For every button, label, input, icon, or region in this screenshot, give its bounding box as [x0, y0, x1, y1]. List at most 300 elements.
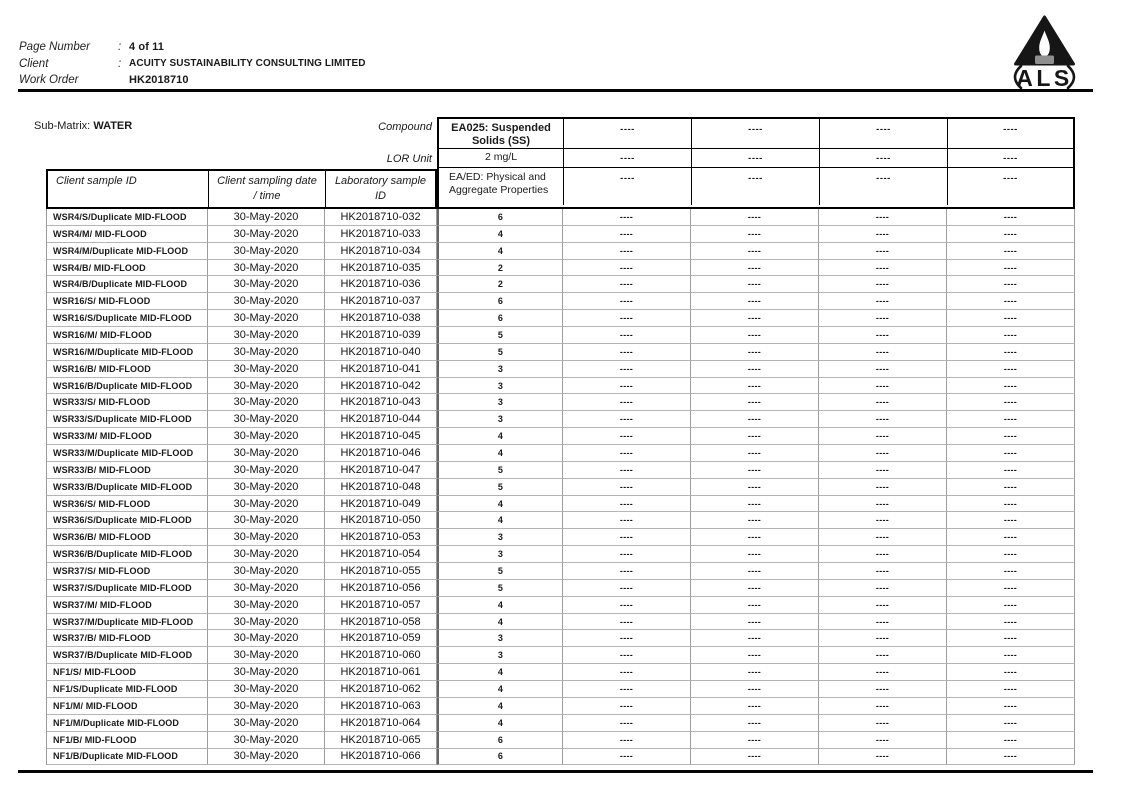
table-row: [46, 664, 1075, 681]
sampling-date-cell: 30-May-2020: [208, 512, 325, 529]
result-cell: ----: [563, 276, 691, 293]
result-cell: 4: [437, 512, 563, 529]
result-cell: 4: [437, 597, 563, 614]
sub-matrix-label: Sub-Matrix:: [34, 120, 91, 132]
table-row: [46, 428, 1075, 445]
result-cell: ----: [563, 344, 691, 361]
client-sample-id-cell: WSR16/S/ MID-FLOOD: [46, 293, 208, 310]
result-cell: 3: [437, 378, 563, 395]
sampling-date-cell: 30-May-2020: [208, 209, 325, 226]
result-cell: ----: [947, 260, 1075, 277]
table-row: [46, 293, 1075, 310]
result-cell: 6: [437, 209, 563, 226]
result-cell: ----: [947, 580, 1075, 597]
result-cell: ----: [563, 209, 691, 226]
client-sample-id-cell: WSR16/M/Duplicate MID-FLOOD: [46, 344, 208, 361]
lab-sample-id-cell: HK2018710-047: [325, 462, 437, 479]
table-row: [46, 597, 1075, 614]
sampling-date-cell: 30-May-2020: [208, 361, 325, 378]
result-cell: ----: [691, 496, 819, 513]
result-cell: ----: [819, 445, 947, 462]
compound-header: [437, 117, 1075, 207]
result-cell: ----: [947, 411, 1075, 428]
result-cell: ----: [563, 462, 691, 479]
sampling-date-cell: 30-May-2020: [208, 546, 325, 563]
result-cell: ----: [947, 698, 1075, 715]
result-cell: ----: [819, 732, 947, 749]
result-cell: ----: [947, 462, 1075, 479]
result-cell: ----: [819, 630, 947, 647]
result-cell: ----: [563, 496, 691, 513]
table-row: [46, 732, 1075, 749]
result-cell: ----: [691, 293, 819, 310]
result-cell: 6: [437, 310, 563, 327]
client-sample-id-cell: WSR36/S/Duplicate MID-FLOOD: [46, 512, 208, 529]
result-cell: ----: [947, 226, 1075, 243]
sampling-date-cell: 30-May-2020: [208, 563, 325, 580]
column-headers: [46, 169, 437, 207]
result-cell: ----: [691, 344, 819, 361]
sampling-date-cell: 30-May-2020: [208, 496, 325, 513]
result-cell: ----: [947, 647, 1075, 664]
result-cell: ----: [563, 361, 691, 378]
table-row: [46, 647, 1075, 664]
client-sample-id-cell: WSR33/S/ MID-FLOOD: [46, 394, 208, 411]
result-cell: ----: [947, 293, 1075, 310]
client-sample-id-cell: WSR36/S/ MID-FLOOD: [46, 496, 208, 513]
result-cell: ----: [819, 327, 947, 344]
result-cell: ----: [819, 664, 947, 681]
result-cell: 4: [437, 243, 563, 260]
column-header-line: Client sample ID: [56, 175, 137, 187]
lab-sample-id-cell: HK2018710-053: [325, 529, 437, 546]
lab-sample-id-cell: HK2018710-058: [325, 614, 437, 631]
table-row: [46, 327, 1075, 344]
sampling-date-cell: 30-May-2020: [208, 344, 325, 361]
table-row: [46, 580, 1075, 597]
result-cell: ----: [947, 681, 1075, 698]
result-cell: ----: [819, 361, 947, 378]
result-cell: ----: [563, 715, 691, 732]
result-cell: ----: [819, 614, 947, 631]
result-cell: 6: [437, 732, 563, 749]
sampling-date-cell: 30-May-2020: [208, 732, 325, 749]
result-cell: ----: [563, 563, 691, 580]
result-cell: 3: [437, 411, 563, 428]
table-row: [46, 698, 1075, 715]
result-cell: ----: [563, 698, 691, 715]
client-sample-id-cell: WSR16/B/ MID-FLOOD: [46, 361, 208, 378]
table-row: [46, 512, 1075, 529]
table-row: [46, 546, 1075, 563]
work-order-row: [19, 72, 366, 89]
client-sample-id-cell: WSR37/M/ MID-FLOOD: [46, 597, 208, 614]
result-cell: ----: [819, 597, 947, 614]
result-cell: ----: [947, 378, 1075, 395]
result-cell: 2: [437, 276, 563, 293]
lab-sample-id-cell: HK2018710-056: [325, 580, 437, 597]
result-cell: ----: [691, 226, 819, 243]
result-cell: 2: [437, 260, 563, 277]
result-cell: 4: [437, 698, 563, 715]
header-divider-rule: [18, 89, 1093, 92]
result-cell: ----: [819, 580, 947, 597]
result-cell: ----: [563, 647, 691, 664]
compound-method-cell: ----: [563, 168, 691, 205]
result-cell: ----: [691, 563, 819, 580]
result-cell: ----: [691, 243, 819, 260]
result-cell: ----: [819, 209, 947, 226]
lab-sample-id-cell: HK2018710-046: [325, 445, 437, 462]
result-cell: ----: [691, 749, 819, 766]
sampling-date-cell: 30-May-2020: [208, 428, 325, 445]
result-cell: ----: [819, 293, 947, 310]
result-cell: ----: [691, 327, 819, 344]
result-cell: ----: [947, 394, 1075, 411]
result-cell: ----: [563, 664, 691, 681]
sampling-date-cell: 30-May-2020: [208, 226, 325, 243]
result-cell: ----: [947, 732, 1075, 749]
result-cell: ----: [563, 445, 691, 462]
result-cell: ----: [691, 462, 819, 479]
table-row: [46, 749, 1075, 766]
result-cell: 3: [437, 361, 563, 378]
result-cell: ----: [819, 344, 947, 361]
result-cell: ----: [563, 529, 691, 546]
result-cell: ----: [819, 428, 947, 445]
result-cell: 4: [437, 614, 563, 631]
sampling-date-cell: 30-May-2020: [208, 293, 325, 310]
compound-method-cell: ----: [947, 168, 1073, 205]
lab-sample-id-cell: HK2018710-032: [325, 209, 437, 226]
column-header-client-sample-id: [48, 171, 208, 207]
result-cell: ----: [563, 378, 691, 395]
result-cell: ----: [563, 580, 691, 597]
result-cell: ----: [947, 512, 1075, 529]
footer-rule: [18, 770, 1093, 773]
result-cell: ----: [947, 664, 1075, 681]
compound-method-cell: ----: [691, 168, 819, 205]
result-cell: ----: [691, 630, 819, 647]
client-sample-id-cell: WSR4/S/Duplicate MID-FLOOD: [46, 209, 208, 226]
field-colon: :: [118, 57, 122, 70]
table-row: [46, 411, 1075, 428]
result-cell: ----: [947, 243, 1075, 260]
result-cell: ----: [947, 361, 1075, 378]
result-cell: ----: [691, 664, 819, 681]
result-cell: ----: [563, 597, 691, 614]
result-cell: ----: [691, 681, 819, 698]
work-order-label: Work Order: [19, 74, 79, 87]
als-logo-text: ALS: [1016, 65, 1073, 89]
table-row: [46, 310, 1075, 327]
lab-sample-id-cell: HK2018710-057: [325, 597, 437, 614]
sampling-date-cell: 30-May-2020: [208, 276, 325, 293]
client-sample-id-cell: WSR37/M/Duplicate MID-FLOOD: [46, 614, 208, 631]
result-cell: ----: [563, 411, 691, 428]
compound-lor-cell: ----: [947, 149, 1073, 167]
lab-sample-id-cell: HK2018710-066: [325, 749, 437, 766]
result-cell: ----: [563, 327, 691, 344]
lab-sample-id-cell: HK2018710-062: [325, 681, 437, 698]
lab-sample-id-cell: HK2018710-036: [325, 276, 437, 293]
result-cell: ----: [819, 243, 947, 260]
result-cell: ----: [691, 310, 819, 327]
result-cell: ----: [947, 479, 1075, 496]
lab-sample-id-cell: HK2018710-035: [325, 260, 437, 277]
result-cell: ----: [691, 546, 819, 563]
result-cell: 5: [437, 462, 563, 479]
result-cell: ----: [691, 260, 819, 277]
result-cell: ----: [691, 614, 819, 631]
result-cell: 4: [437, 226, 563, 243]
result-cell: ----: [947, 344, 1075, 361]
compound-name-row: [439, 119, 1073, 148]
column-header-sampling-date: [208, 171, 325, 207]
client-sample-id-cell: WSR4/B/ MID-FLOOD: [46, 260, 208, 277]
result-cell: ----: [947, 614, 1075, 631]
table-row: [46, 681, 1075, 698]
client-sample-id-cell: NF1/M/ MID-FLOOD: [46, 698, 208, 715]
result-cell: ----: [819, 411, 947, 428]
compound-name-cell: EA025: Suspended Solids (SS): [451, 122, 551, 147]
field-colon: :: [118, 41, 122, 54]
result-cell: ----: [691, 512, 819, 529]
client-sample-id-cell: WSR4/M/ MID-FLOOD: [46, 226, 208, 243]
compound-lor-cell: ----: [691, 149, 819, 167]
result-cell: ----: [819, 276, 947, 293]
lab-sample-id-cell: HK2018710-039: [325, 327, 437, 344]
client-label: Client: [19, 57, 49, 70]
result-cell: ----: [819, 512, 947, 529]
sampling-date-cell: 30-May-2020: [208, 462, 325, 479]
result-cell: 4: [437, 445, 563, 462]
table-row: [46, 344, 1075, 361]
result-cell: 5: [437, 580, 563, 597]
table-row: [46, 563, 1075, 580]
sampling-date-cell: 30-May-2020: [208, 243, 325, 260]
lab-sample-id-cell: HK2018710-033: [325, 226, 437, 243]
compound-name-cell: ----: [819, 119, 947, 148]
result-cell: 4: [437, 681, 563, 698]
result-cell: ----: [819, 681, 947, 698]
work-order-value: HK2018710: [129, 74, 189, 87]
lab-sample-id-cell: HK2018710-042: [325, 378, 437, 395]
result-cell: ----: [691, 647, 819, 664]
sampling-date-cell: 30-May-2020: [208, 614, 325, 631]
result-cell: ----: [563, 512, 691, 529]
sampling-date-cell: 30-May-2020: [208, 698, 325, 715]
table-row: [46, 614, 1075, 631]
result-cell: 3: [437, 647, 563, 664]
result-cell: ----: [947, 529, 1075, 546]
client-sample-id-cell: NF1/S/ MID-FLOOD: [46, 664, 208, 681]
result-cell: ----: [563, 614, 691, 631]
result-cell: ----: [563, 681, 691, 698]
sampling-date-cell: 30-May-2020: [208, 529, 325, 546]
table-row: [46, 479, 1075, 496]
client-sample-id-cell: WSR33/B/ MID-FLOOD: [46, 462, 208, 479]
lab-sample-id-cell: HK2018710-045: [325, 428, 437, 445]
compound-lor-row: [439, 148, 1073, 167]
result-cell: ----: [947, 715, 1075, 732]
sampling-date-cell: 30-May-2020: [208, 749, 325, 766]
result-cell: ----: [947, 597, 1075, 614]
lab-sample-id-cell: HK2018710-050: [325, 512, 437, 529]
lab-sample-id-cell: HK2018710-065: [325, 732, 437, 749]
result-cell: ----: [819, 310, 947, 327]
result-cell: ----: [691, 394, 819, 411]
result-cell: ----: [819, 378, 947, 395]
result-cell: ----: [819, 529, 947, 546]
compound-lor-cell: 2 mg/L: [484, 151, 518, 163]
compound-name-cell: ----: [947, 119, 1073, 148]
client-sample-id-cell: WSR37/S/ MID-FLOOD: [46, 563, 208, 580]
lab-sample-id-cell: HK2018710-049: [325, 496, 437, 513]
result-cell: ----: [563, 732, 691, 749]
document-header: [19, 39, 366, 89]
result-cell: ----: [563, 243, 691, 260]
result-cell: ----: [819, 546, 947, 563]
lor-unit-caption: LOR Unit: [386, 153, 432, 165]
sampling-date-cell: 30-May-2020: [208, 260, 325, 277]
table-row: [46, 630, 1075, 647]
page-number-label: Page Number: [19, 41, 90, 54]
result-cell: 6: [437, 749, 563, 766]
result-cell: ----: [563, 394, 691, 411]
result-cell: ----: [563, 293, 691, 310]
sampling-date-cell: 30-May-2020: [208, 647, 325, 664]
result-cell: ----: [947, 563, 1075, 580]
client-sample-id-cell: NF1/B/ MID-FLOOD: [46, 732, 208, 749]
client-value: ACUITY SUSTAINABILITY CONSULTING LIMITED: [129, 58, 366, 70]
result-cell: ----: [691, 715, 819, 732]
page-number-value: 4 of 11: [129, 41, 164, 54]
result-cell: ----: [691, 479, 819, 496]
result-cell: 4: [437, 715, 563, 732]
sampling-date-cell: 30-May-2020: [208, 664, 325, 681]
table-row: [46, 276, 1075, 293]
sub-matrix: [34, 120, 132, 132]
result-cell: 5: [437, 563, 563, 580]
lab-sample-id-cell: HK2018710-038: [325, 310, 437, 327]
result-cell: ----: [947, 327, 1075, 344]
table-row: [46, 260, 1075, 277]
column-header-line: Client sampling date: [217, 175, 317, 187]
compound-lor-cell: ----: [819, 149, 947, 167]
result-cell: ----: [691, 529, 819, 546]
client-sample-id-cell: NF1/M/Duplicate MID-FLOOD: [46, 715, 208, 732]
result-cell: ----: [691, 698, 819, 715]
result-cell: ----: [947, 630, 1075, 647]
client-sample-id-cell: WSR33/B/Duplicate MID-FLOOD: [46, 479, 208, 496]
table-row: [46, 394, 1075, 411]
table-row: [46, 243, 1075, 260]
result-cell: ----: [819, 715, 947, 732]
client-sample-id-cell: WSR16/S/Duplicate MID-FLOOD: [46, 310, 208, 327]
client-sample-id-cell: WSR33/S/Duplicate MID-FLOOD: [46, 411, 208, 428]
result-cell: ----: [691, 732, 819, 749]
result-cell: 6: [437, 293, 563, 310]
compound-method-cell: EA/ED: Physical and Aggregate Properties: [449, 171, 549, 196]
result-cell: ----: [819, 563, 947, 580]
result-cell: ----: [947, 445, 1075, 462]
lab-sample-id-cell: HK2018710-041: [325, 361, 437, 378]
client-sample-id-cell: WSR4/B/Duplicate MID-FLOOD: [46, 276, 208, 293]
result-cell: ----: [691, 597, 819, 614]
compound-name-cell: ----: [691, 119, 819, 148]
compound-caption: Compound: [378, 121, 432, 133]
result-cell: ----: [691, 276, 819, 293]
results-grid: [46, 207, 1075, 765]
client-sample-id-cell: WSR37/S/Duplicate MID-FLOOD: [46, 580, 208, 597]
result-cell: ----: [947, 209, 1075, 226]
lab-sample-id-cell: HK2018710-060: [325, 647, 437, 664]
lab-sample-id-cell: HK2018710-059: [325, 630, 437, 647]
client-sample-id-cell: WSR36/B/ MID-FLOOD: [46, 529, 208, 546]
result-cell: ----: [691, 378, 819, 395]
client-sample-id-cell: WSR4/M/Duplicate MID-FLOOD: [46, 243, 208, 260]
sampling-date-cell: 30-May-2020: [208, 597, 325, 614]
result-cell: ----: [947, 546, 1075, 563]
result-cell: ----: [947, 749, 1075, 766]
lab-sample-id-cell: HK2018710-054: [325, 546, 437, 563]
lab-sample-id-cell: HK2018710-055: [325, 563, 437, 580]
client-sample-id-cell: WSR33/M/Duplicate MID-FLOOD: [46, 445, 208, 462]
table-row: [46, 445, 1075, 462]
sub-matrix-value: WATER: [93, 120, 133, 132]
column-header-line: Laboratory sample: [334, 175, 427, 187]
table-row: [46, 209, 1075, 226]
client-sample-id-cell: NF1/B/Duplicate MID-FLOOD: [46, 749, 208, 766]
result-cell: 4: [437, 428, 563, 445]
result-cell: ----: [691, 361, 819, 378]
table-row: [46, 378, 1075, 395]
result-cell: ----: [563, 310, 691, 327]
result-cell: ----: [947, 496, 1075, 513]
result-cell: ----: [563, 479, 691, 496]
result-cell: ----: [819, 394, 947, 411]
lab-sample-id-cell: HK2018710-040: [325, 344, 437, 361]
table-row: [46, 361, 1075, 378]
lab-sample-id-cell: HK2018710-034: [325, 243, 437, 260]
result-cell: ----: [563, 546, 691, 563]
result-cell: 3: [437, 394, 563, 411]
page-number-row: [19, 39, 366, 56]
result-cell: ----: [563, 226, 691, 243]
result-cell: ----: [691, 580, 819, 597]
sampling-date-cell: 30-May-2020: [208, 715, 325, 732]
client-sample-id-cell: WSR36/B/Duplicate MID-FLOOD: [46, 546, 208, 563]
client-sample-id-cell: NF1/S/Duplicate MID-FLOOD: [46, 681, 208, 698]
sampling-date-cell: 30-May-2020: [208, 580, 325, 597]
result-cell: 5: [437, 327, 563, 344]
result-cell: ----: [563, 749, 691, 766]
sampling-date-cell: 30-May-2020: [208, 310, 325, 327]
result-cell: ----: [819, 260, 947, 277]
column-header-line: ID: [375, 190, 386, 202]
table-row: [46, 462, 1075, 479]
result-cell: 4: [437, 496, 563, 513]
compound-method-row: [439, 167, 1073, 205]
lab-sample-id-cell: HK2018710-044: [325, 411, 437, 428]
result-cell: 4: [437, 664, 563, 681]
result-cell: ----: [563, 428, 691, 445]
als-logo-icon: [1002, 11, 1087, 89]
result-cell: ----: [819, 462, 947, 479]
column-header-line: / time: [253, 190, 281, 202]
sampling-date-cell: 30-May-2020: [208, 630, 325, 647]
